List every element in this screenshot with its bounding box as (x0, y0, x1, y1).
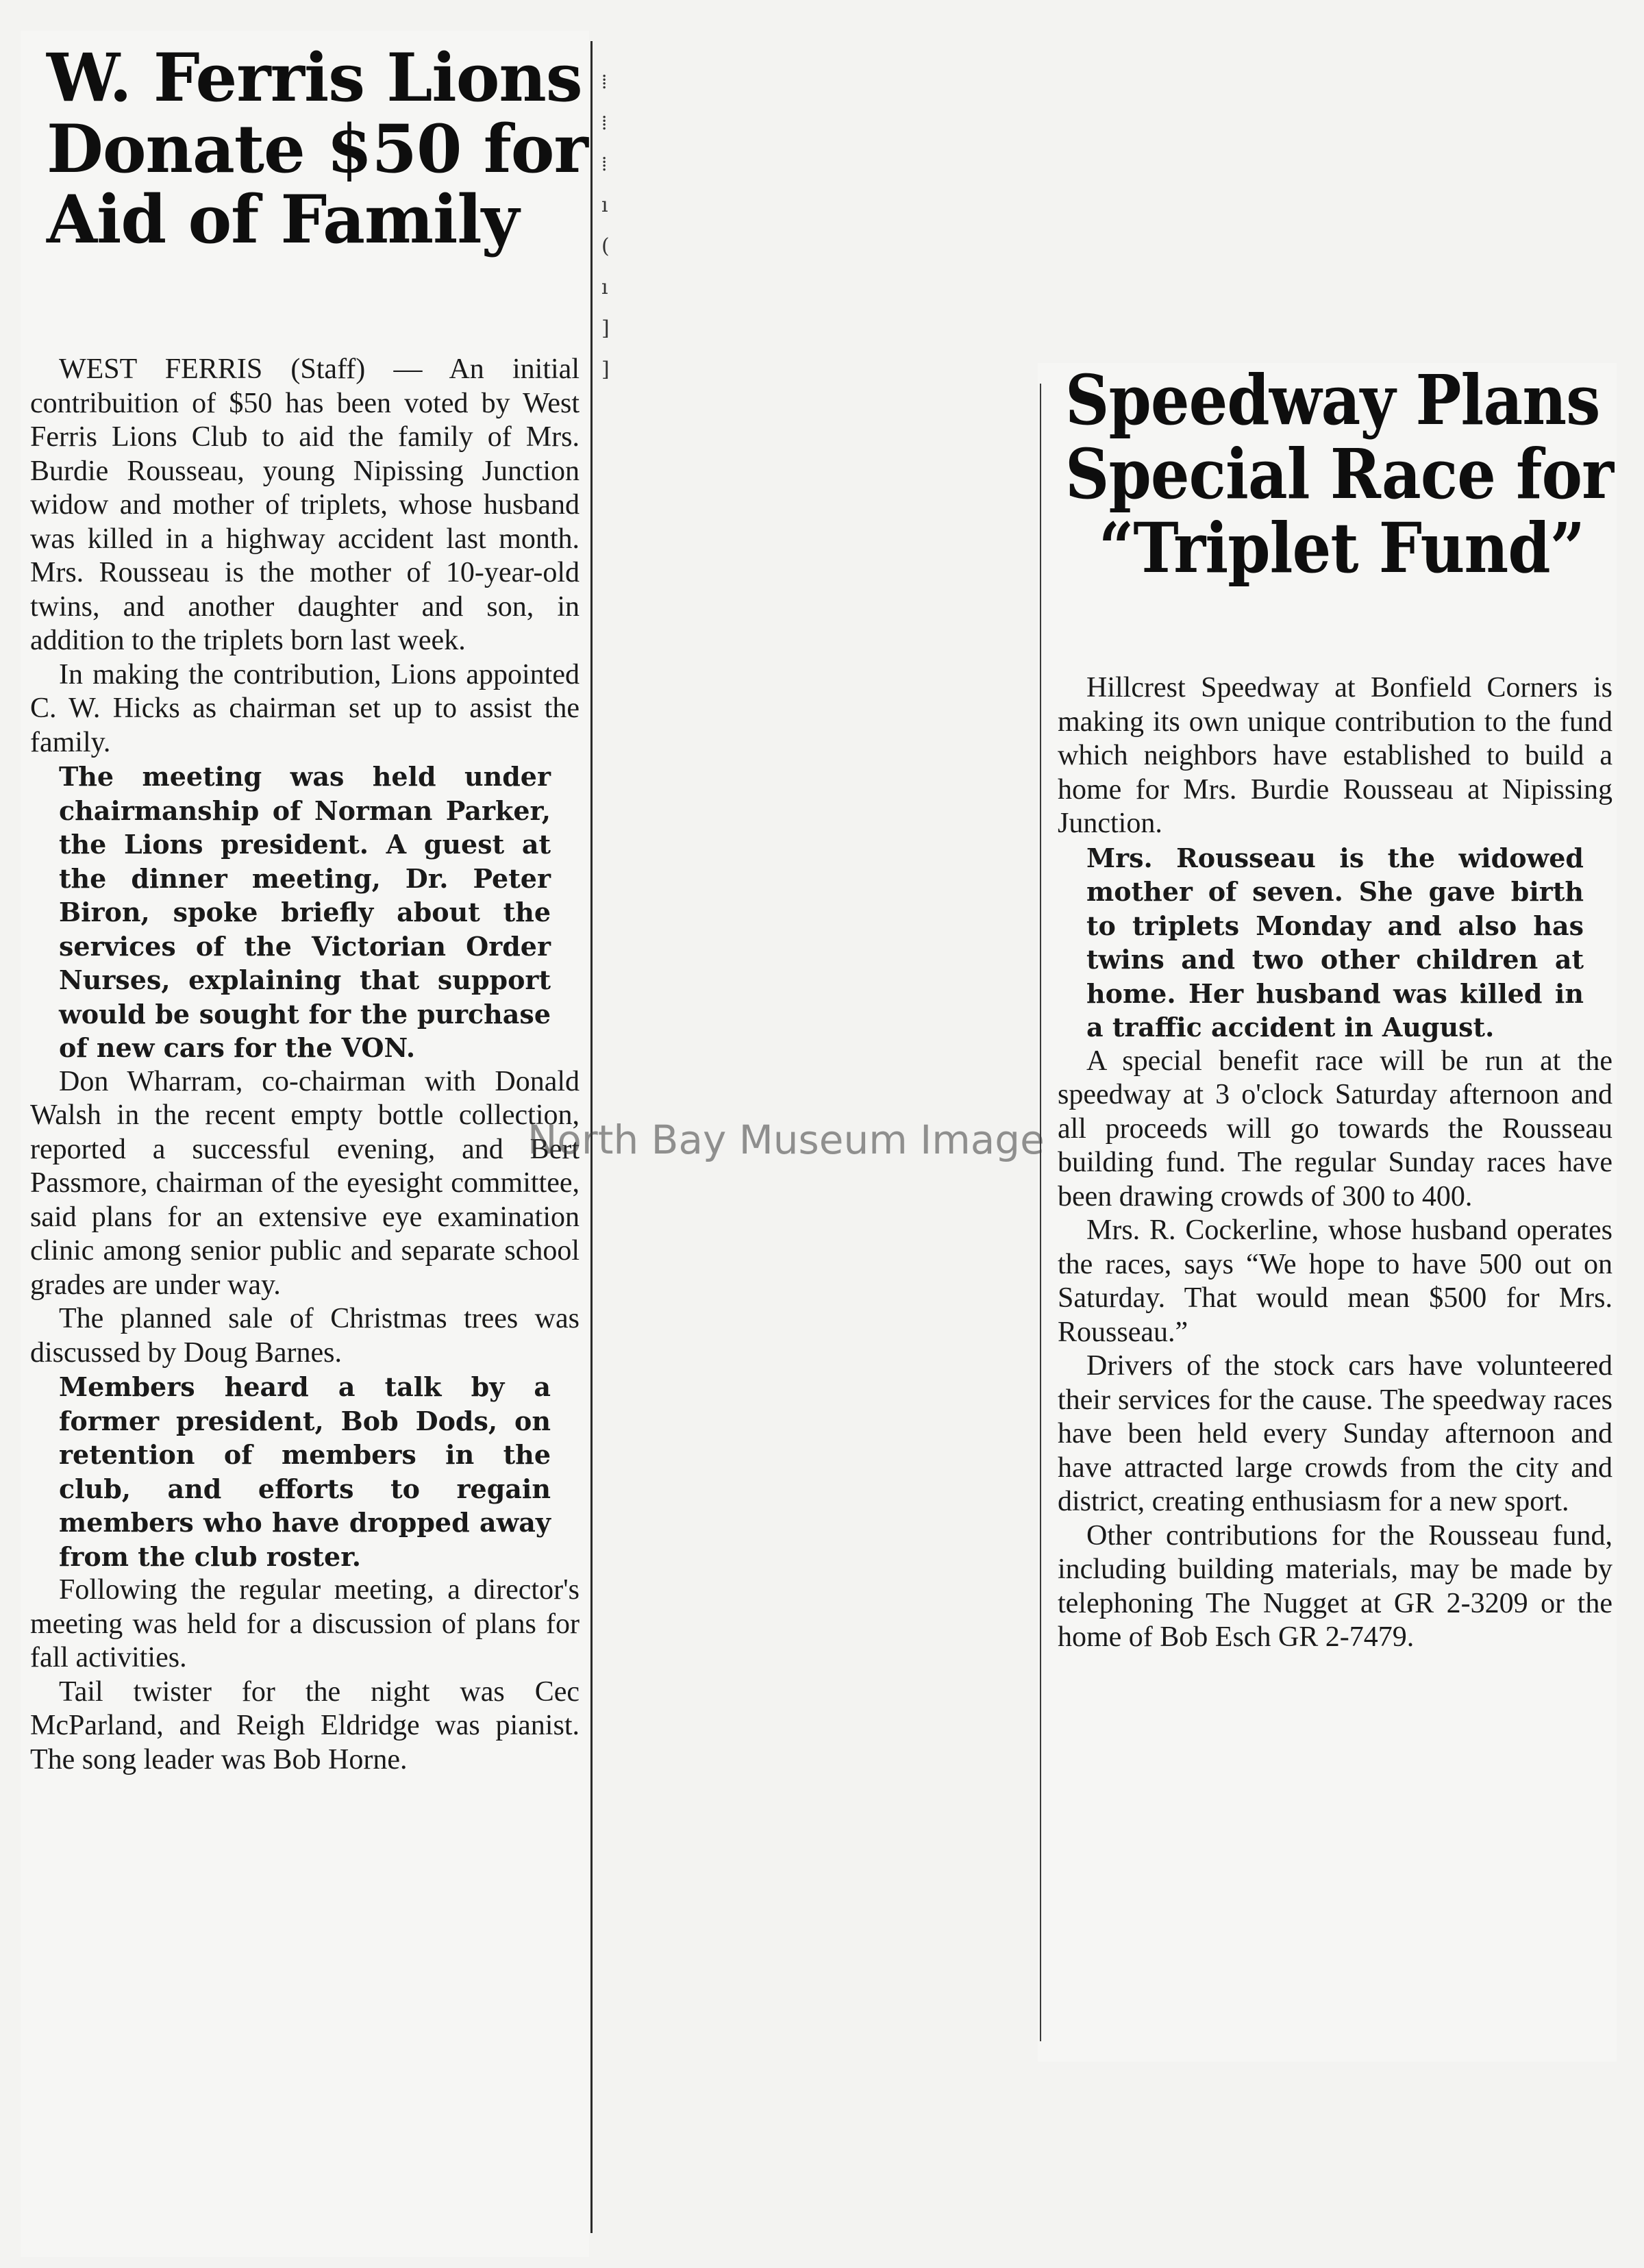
left-article-body (30, 353, 580, 1777)
left-headline (47, 39, 588, 259)
right-paragraph: Hillcrest Speedway at Bonfield Corners is making its own unique contribution to the fund which neighbors have established to build a home for Mrs. Burdie Rousseau at Nipissing Junction. (1058, 672, 1612, 839)
right-paragraph: Drivers of the stock cars have volunteered their services for the cause. The speedway races have been held every Sunday afternoon and have attracted large crowds from the city and district, creating enthusiasm for a new sport. (1058, 1350, 1612, 1517)
left-headline-line-3: Aid of Family (47, 181, 519, 259)
right-paragraph: Mrs. R. Cockerline, whose husband operates the races, says “We hope to have 500 out on Saturday. That would mean $500 for Mrs. Rousseau.” (1058, 1214, 1612, 1348)
right-headline-line-3: “Triplet Fund” (1098, 508, 1585, 588)
left-paragraph: Tail twister for the night was Cec McParland, and Reigh Eldridge was pianist. The song leader was Bob Horne. (30, 1675, 580, 1775)
right-headline (1065, 360, 1614, 588)
right-headline-line-2: Special Race for (1065, 434, 1614, 514)
museum-watermark: North Bay Museum Image (527, 1117, 1045, 1163)
left-paragraph-bold: The meeting was held under chairmanship of Norman Parker, the Lions president. A guest at the dinner meeting, Dr. Peter Biron, spoke briefly about the services of the Victorian Order Nurses, explaining that support would be sought for the purchase of new cars for the VON. (59, 761, 551, 1063)
left-paragraph: WEST FERRIS (Staff) — An initial contribuition of $50 has been voted by West Ferris Lions Club to aid the family of Mrs. Burdie Rousseau, young Nipissing Junction widow and mother of triplets, whose husband was killed in a highway accident last month. Mrs. Rousseau is the mother of 10-year-old twins, and another daughter and son, in addition to the triplets born last week. (30, 353, 580, 656)
rule-marks: ⁞ ⁞ ⁞ ı ( ı ] ] (601, 70, 610, 382)
right-column-rule (1040, 384, 1041, 2041)
left-headline-line-2: Donate $50 for (47, 110, 588, 188)
right-headline-line-1: Speedway Plans (1065, 360, 1600, 440)
right-paragraph: Other contributions for the Rousseau fund, including building materials, may be made by telephoning The Nugget at GR 2-3209 or the home of Bob Esch GR 2-7479. (1058, 1519, 1612, 1653)
left-headline-line-1: W. Ferris Lions (47, 39, 582, 116)
left-paragraph-bold: Members heard a talk by a former president, Bob Dods, on retention of members in the club, and efforts to regain members who have dropped away from the club roster. (59, 1371, 551, 1572)
left-paragraph: Following the regular meeting, a director's meeting was held for a discussion of plans for fall activities. (30, 1574, 580, 1673)
right-paragraph: A special benefit race will be run at the speedway at 3 o'clock Saturday afternoon and all proceeds will go towards the Rousseau building fund. The regular Sunday races have been drawing crowds of 300 to 400. (1058, 1045, 1612, 1212)
right-paragraph-bold: Mrs. Rousseau is the widowed mother of seven. She gave birth to triplets Monday and also has twins and two other children at home. Her husband was killed in a traffic accident in August. (1086, 842, 1584, 1043)
left-paragraph: The planned sale of Christmas trees was discussed by Doug Barnes. (30, 1303, 580, 1369)
left-paragraph: In making the contribution, Lions appointed C. W. Hicks as chairman set up to assist the family. (30, 658, 580, 758)
right-article-body (1058, 671, 1612, 1655)
left-paragraph: Don Wharram, co-chairman with Donald Walsh in the recent empty bottle collection, reported a successful evening, and Bert Passmore, chairman of the eyesight committee, said plans for an extensive eye examination clinic among senior public and separate school grades are under way. (30, 1065, 580, 1301)
